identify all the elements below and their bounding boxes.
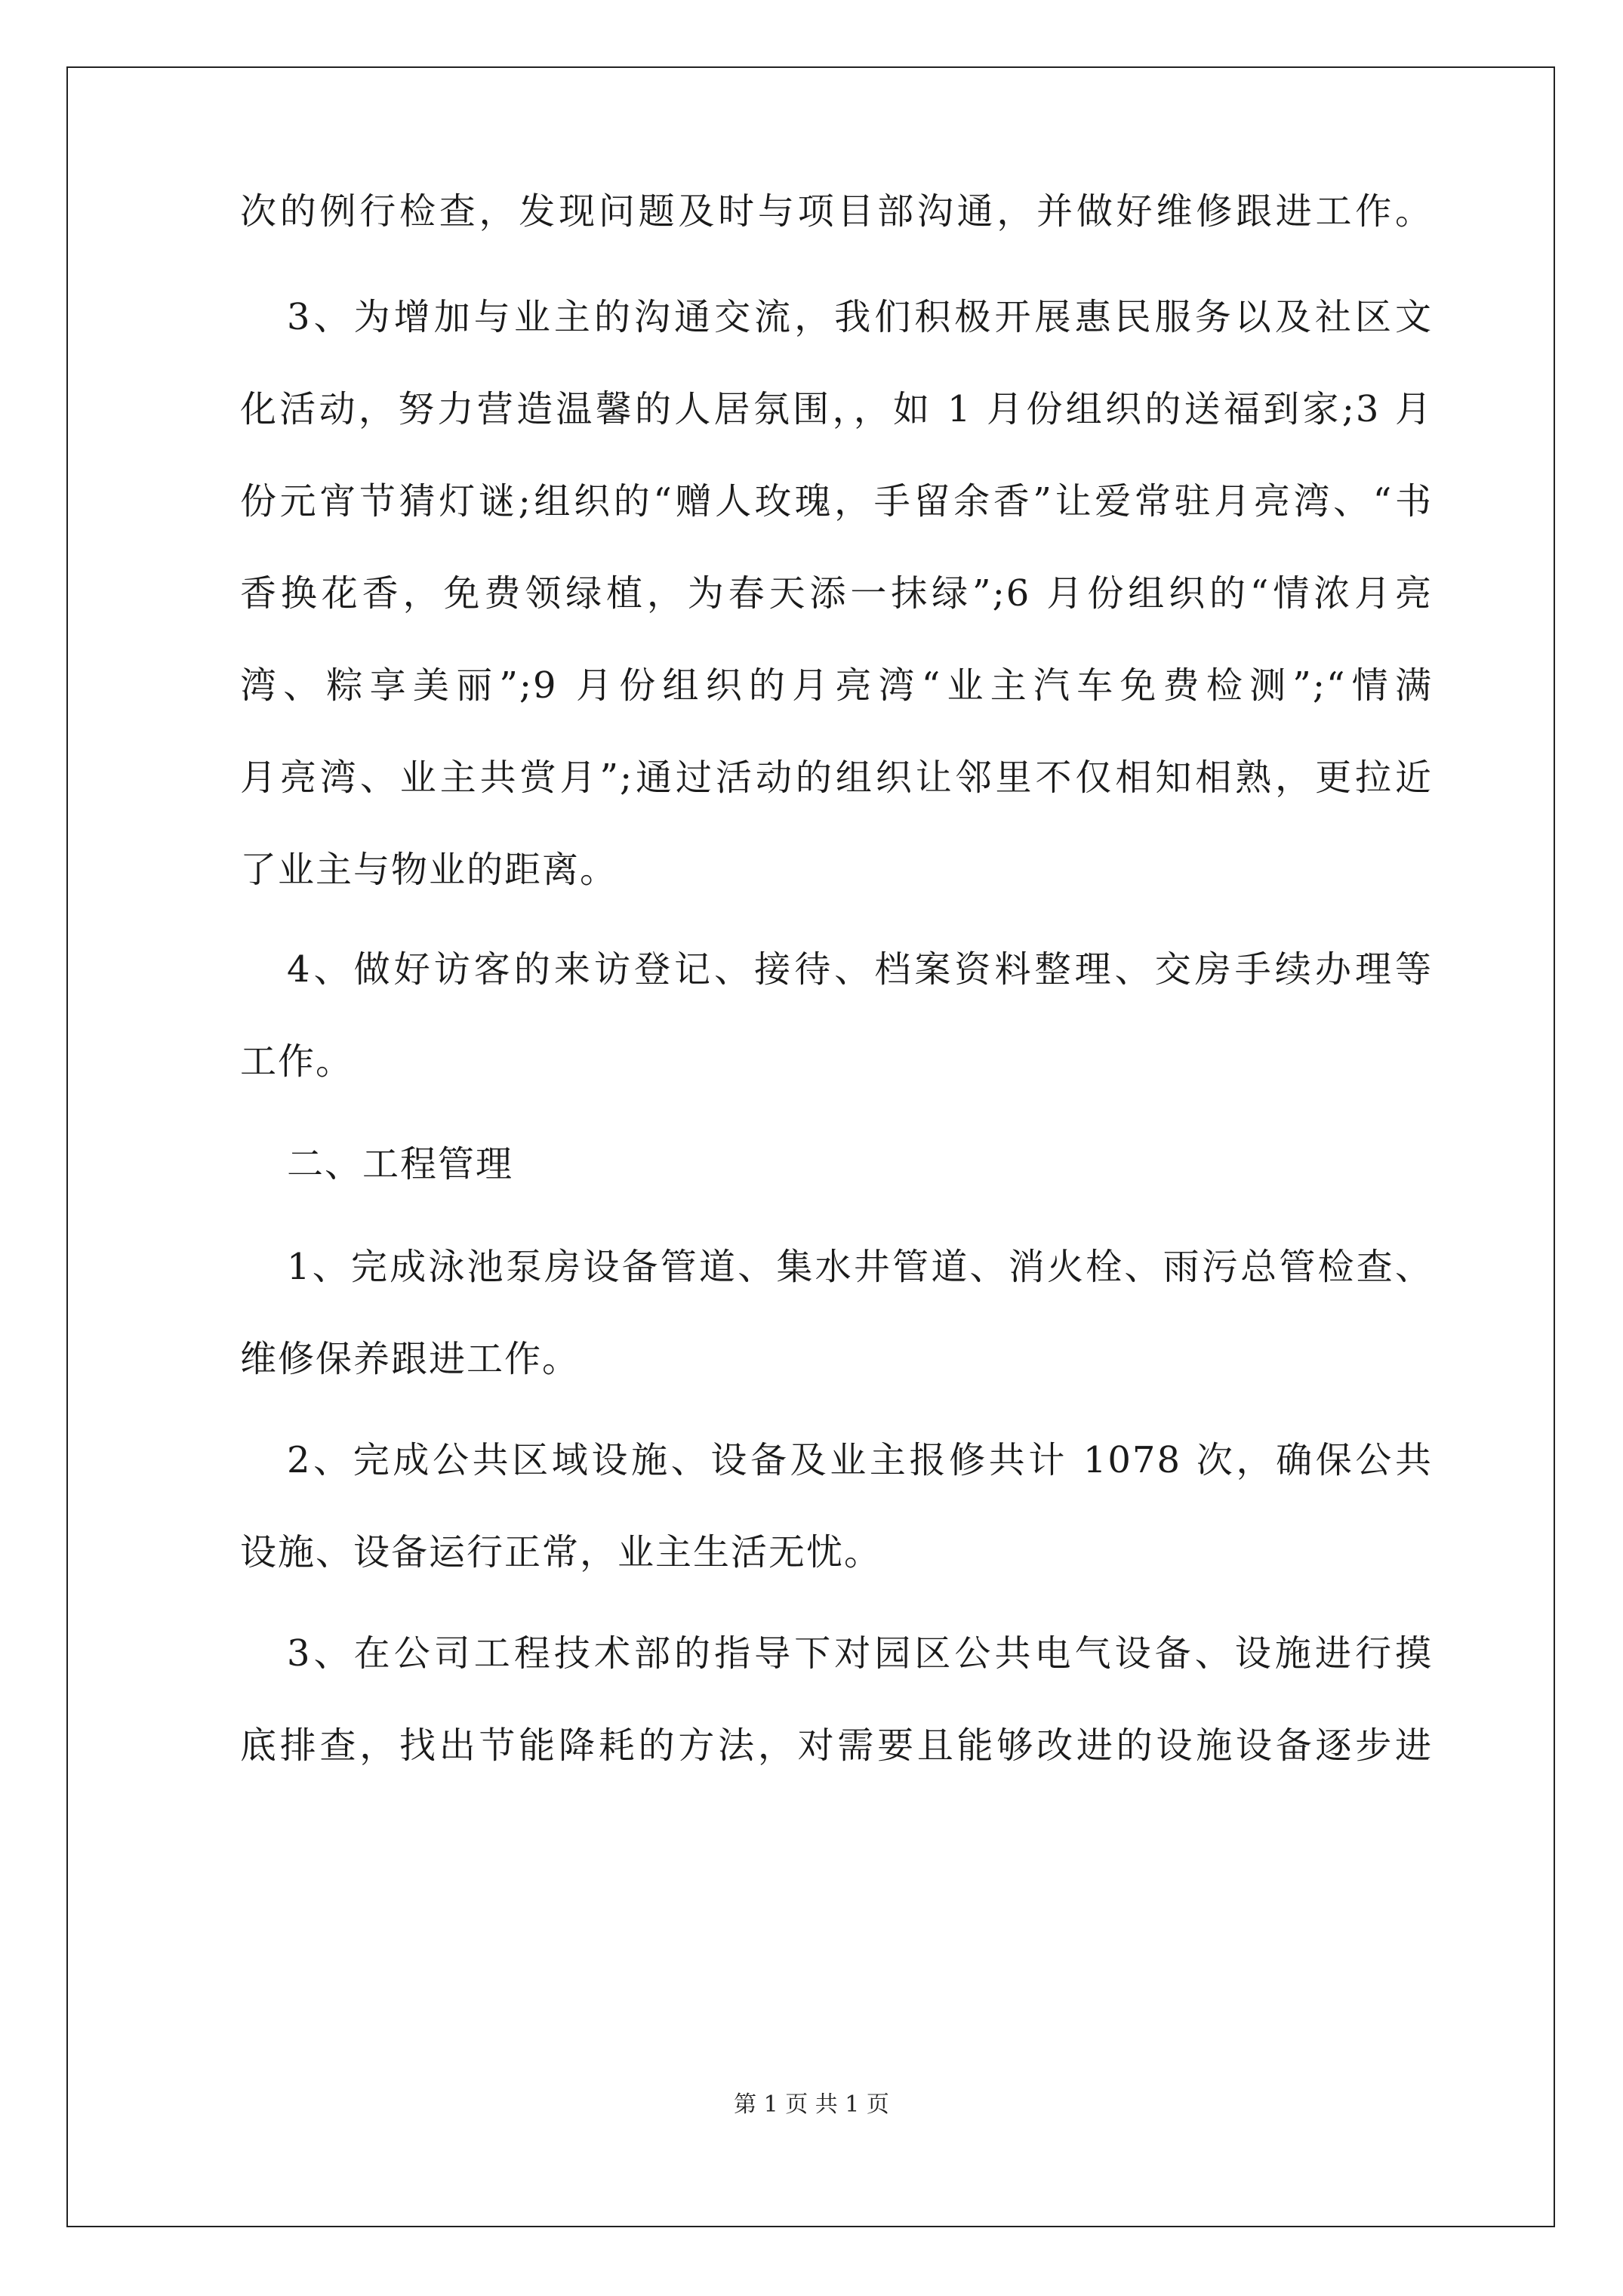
- text-line: 维修保养跟进工作。: [240, 1338, 581, 1380]
- page-number-footer: 第 1 页 共 1 页: [734, 2091, 889, 2118]
- text-line: 底排查，找出节能降耗的方法，对需要且能够改进的设施设备逐步进: [240, 1724, 1433, 1767]
- text-line: 了业主与物业的距离。: [240, 849, 618, 891]
- text-line: 月亮湾、业主共赏月”;通过活动的组织让邻里不仅相知相熟，更拉近: [240, 757, 1433, 799]
- text-line: 3、在公司工程技术部的指导下对园区公共电气设备、设施进行摸: [287, 1632, 1433, 1675]
- text-line: 工作。: [240, 1040, 354, 1083]
- text-line: 设施、设备运行正常，业主生活无忧。: [240, 1531, 882, 1573]
- text-line: 1、完成泳池泵房设备管道、集水井管道、消火栓、雨污总管检查、: [287, 1246, 1433, 1288]
- text-line: 香换花香，免费领绿植，为春天添一抹绿”;6 月份组织的“情浓月亮: [240, 572, 1433, 615]
- text-line: 化活动，努力营造温馨的人居氛围，，如 1 月份组织的送福到家;3 月: [240, 388, 1433, 430]
- text-line: 湾、粽享美丽”;9 月份组织的月亮湾“业主汽车免费检测”;“情满: [240, 664, 1433, 707]
- text-line: 次的例行检查，发现问题及时与项目部沟通，并做好维修跟进工作。: [240, 190, 1433, 233]
- text-line: 份元宵节猜灯谜;组织的“赠人玫瑰，手留余香”让爱常驻月亮湾、“书: [240, 480, 1433, 522]
- text-line: 4、做好访客的来访登记、接待、档案资料整理、交房手续办理等: [287, 948, 1433, 991]
- section-heading: 二、工程管理: [287, 1143, 514, 1185]
- text-line: 2、完成公共区域设施、设备及业主报修共计 1078 次，确保公共: [287, 1439, 1433, 1481]
- text-line: 3、为增加与业主的沟通交流，我们积极开展惠民服务以及社区文: [287, 296, 1433, 338]
